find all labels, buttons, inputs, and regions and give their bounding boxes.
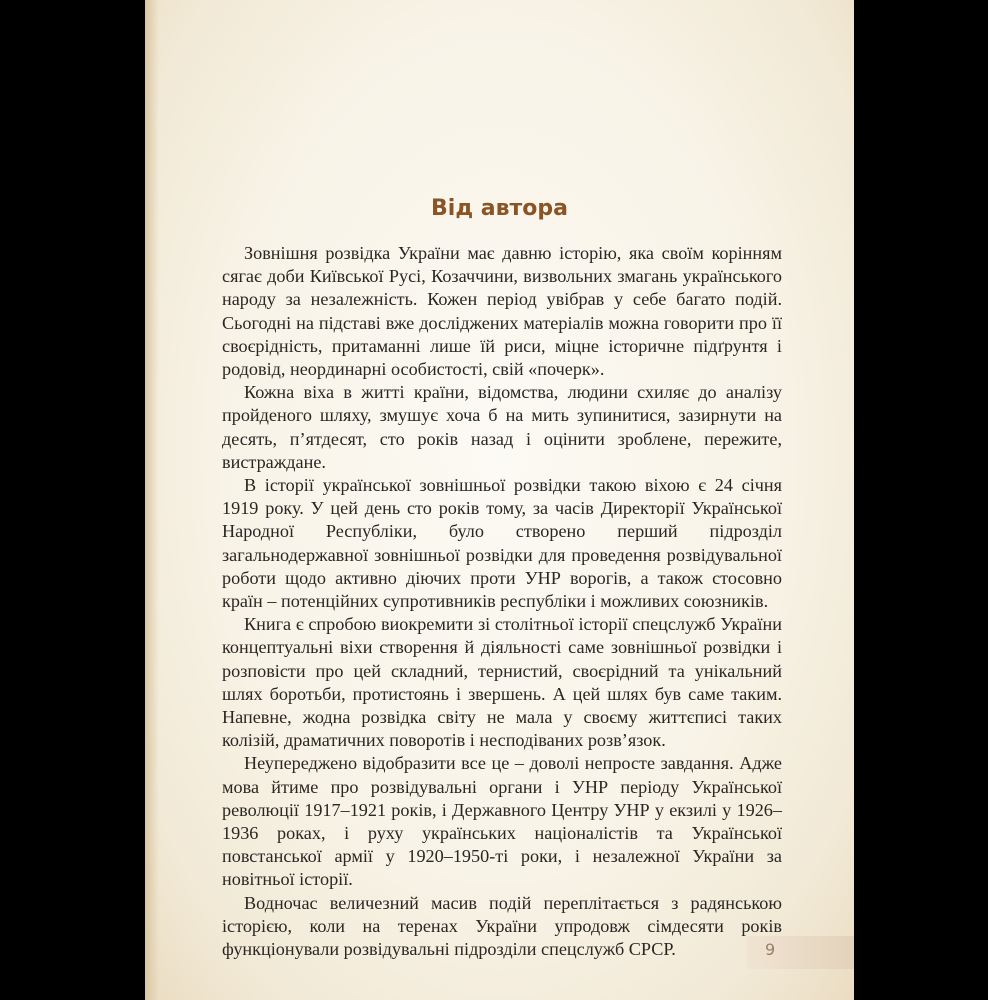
book-page bbox=[145, 0, 854, 1000]
page-number-tab bbox=[746, 936, 854, 969]
page-number: 9 bbox=[765, 940, 776, 959]
paragraph: Кожна віха в житті країни, відомства, людини схиляє до аналізу пройденого шляху, змушує хоча б на мить зупинитися, зазирнути на десять, п’ятдесят, сто років назад і оцінити зроблене, пережите, вистраждане. bbox=[222, 382, 782, 472]
paragraph: Неупереджено відобразити все це – доволі непросте завдання. Адже мова йтиме про розвідувальні органи і УНР періоду Української революції 1917–1921 років, і Державного Центру УНР у екзилі у 1926–1936 роках, і руху українських націоналістів та Української повстанської армії у 1920–1950-ті роки, і незалежної України за новітньої історії. bbox=[222, 753, 782, 890]
paragraph: В історії української зовнішньої розвідки такою віхою є 24 січня 1919 року. У цей день сто років тому, за часів Директорії Української Народної Республіки, було створено перший підрозділ загальнодержавної зовнішньої розвідки для проведення розвідувальної роботи щодо активно діючих проти УНР ворогів, а також стосовно країн – потенційних супротивників республіки і можливих союзників. bbox=[222, 475, 782, 612]
paragraph: Зовнішня розвідка України має давню історію, яка своїм корінням сягає доби Київської Русі, Козаччини, визвольних змагань українського народу за незалежність. Кожен період увібрав у себе багато подій. Сьогодні на підставі вже досліджених матеріалів можна говорити про її своєрідність, притаманні лише їй риси, міцне історичне підґрунтя і родовід, неординарні особистості, свій «почерк». bbox=[222, 243, 782, 380]
paragraph: Водночас величезний масив подій переплітається з радянською історією, коли на теренах України упродовж сімдесяти років функціонували розвідувальні підрозділи спецслужб СРСР. bbox=[222, 892, 782, 960]
page-title: Від автора bbox=[431, 196, 568, 221]
paragraph: Книга є спробою виокремити зі столітньої історії спецслужб України концептуальні віхи створення й діяльності саме зовнішньої розвідки і розповісти про цей складний, тернистий, своєрідний та унікальний шлях боротьби, протистоянь і звершень. А цей шлях був саме таким. Напевне, жодна розвідка світу не мала у своєму життєписі таких колізій, драматичних поворотів і несподіваних розв’язок. bbox=[222, 614, 782, 751]
body-text bbox=[222, 242, 782, 961]
